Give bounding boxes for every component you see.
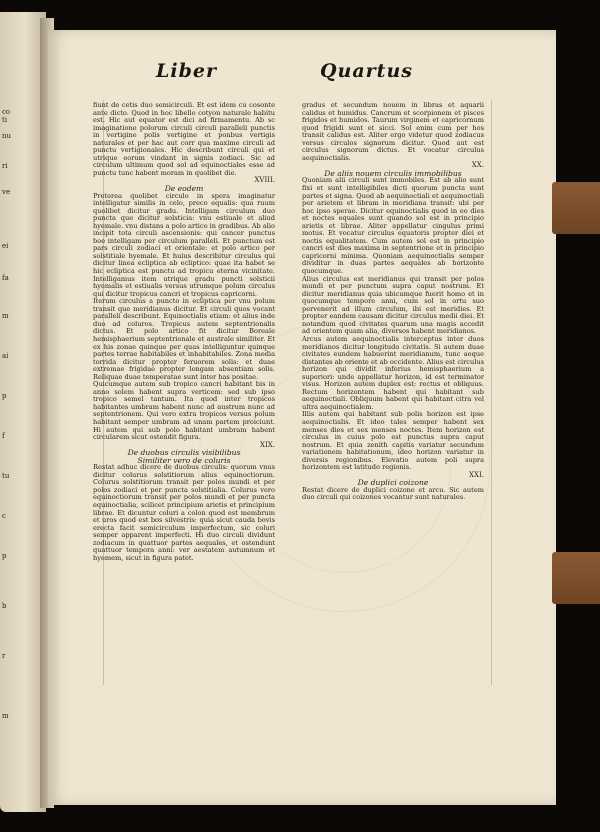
paragraph: Preterea quolibet circulo in spera imaginatur intelligatur similis in celo, preco equalis: qua ruum quolibet dicitur gradu. Intelligam circulum duo puncta que dicitur solsticia: vnu estiuale et aliud hyemale. vnu distans a polo artico in gradibus. Ab alio incipit tota circuli ascensionis: qui cancer punctus boe intelligam per circulum paralleli. Et punctum est pars circuli zodiaci et orientale: et polo artico per solstitiale hyemale. Et huius describitur circulus qui dicitur linea ecliptica ab ecliptico: quae ita habet se hic ecliptica est punctu ad tropicu eterna vicinitate. Intelligamus item utrique gradu puncti solsticii hyemalis et estiualis versus utrumque polum circulus qui dicitur tropicus cancri et tropicus capricorni. bbox=[93, 191, 275, 298]
book-page bbox=[48, 30, 556, 805]
paragraph: Arcus autem aequinoctialis interceptus inter duos meridianos dicitur longitudo civitatis. Si autem duae civitates eundem habuerint meridianum, tunc aeque distantes ab oriente et ab occidente. Alius est circulus horizon qui dividit inferius hemisphaerium a superiori: unde appellatur horizon, id est terminator visus. Horizon autem duplex est: rectus et obliquus. Rectum horizontem habent qui habitant sub aequinoctiali. Obliquum habent qui habitant citra vel ultra aequinoctialem. bbox=[302, 334, 484, 411]
paragraph: Restat adhuc dicere de duobus circulis: quorum vnus dicitur colurus solstitiorum alius equinoctiorum. Colurus solstitiorum transit per polos mundi et per polos zodiaci et per puncta solstitialia. Colurus vero equinoctiorum transit per polos mundi et per puncta equinoctialia, scilicet principium arietis et principium librae. Et dicuntur coluri a colon quod est membrum et uros quod est bos silvestris: quia sicut cauda bovis erecta facit semicirculum imperfectum, sic coluri semper apparent imperfecti. Hi duo circuli dividunt zodiacum in quattuor partes aequales, et ostendunt quattuor tempora anni: ver aestatem autumnum et hyemem, sicut in figura patet. bbox=[93, 463, 275, 562]
section-number: XVIII. bbox=[254, 176, 275, 185]
paragraph: Quoniam alii circuli sunt immobiles. Est ab alio sunt fixi et sunt intelligibiles dicti quorum puncta sunt partes et signa. Quod ab aequinoctiali et aequinoctiali per arietem et libram in meridiana transit: ubi per hoc ipso sperae. Dicitur equinoctialis quod in eo dies et noctes equales sunt quando sol est in principio arietis et librae. Aliter appellatur cingulus primi motus. Et vocatur circulus equatoris propter diei et noctis equalitatem. Cum autem sol est in principio cancri est dies maxima in septentrione et in principio capricorni minima. Quoniam aequinoctialis semper dividitur in duas partes aequales ab horizonte quocumque. bbox=[302, 176, 484, 276]
section-heading: De duobus circulis visibilibus bbox=[127, 448, 241, 458]
right-text-column bbox=[302, 102, 484, 502]
section-heading: De aliis nouem circulis immobilibus bbox=[324, 168, 462, 178]
paragraph: gradus et secundum nouem in libras et aquarii calidus et humidus. Cancrum et scorpionem et pisces frigidos et humidos. Taurum virginem et capricornum quod frigidi sunt et sicci. Sol enim cum per hos transit calidus est. Aliter ergo videtur quod zodiacus versus circulos signorum dicitur. Quod aut est circulus signorum dictus. Et vocatur circulus aequinoctialis. bbox=[302, 101, 484, 162]
section-heading: De duplici coizone bbox=[357, 478, 429, 488]
header-right: Quartus bbox=[320, 60, 413, 82]
paragraph: Restat dicere de duplici coizone et arcu. Sic autem duo circuli qui coizones vocantur sunt naturales. bbox=[302, 485, 484, 502]
section-number: XX. bbox=[471, 161, 484, 170]
left-text-column bbox=[93, 102, 275, 562]
section-number: XXI. bbox=[469, 470, 484, 479]
section-heading: Similiter vero de coluris bbox=[137, 455, 231, 465]
book-clasp-top bbox=[552, 182, 600, 234]
paragraph: Illis autem qui habitant sub polis horizon est ipse aequinoctialis. Et ideo tales semper habent sex menses dies et sex menses noctes. Item horizon est circulus in cuius polo est punctus supra caput nostrum. Et quia zenith capitis variatur secundum variationem habitationum, ideo horizon variatur in diversis regionibus. Elevatio autem poli supra horizontem est latitudo regionis. bbox=[302, 410, 484, 472]
paragraph: Quicumque autem sub tropico cancri habitant bis in anno solem habent supra verticem: sed sub ipso tropico semel tantum. Ita quod inter tropicos habitantes umbram habent nunc ad austrum nunc ad septentrionem. Qui vero extra tropicos versus polum habitant semper umbram ad unam partem proiciunt. Hi autem qui sub polo habitant umbram habent circularem sicut ostendit figura. bbox=[93, 380, 275, 442]
paragraph: Alius circulus est meridianus qui transit per polos mundi et per punctum supra caput nostrum. Et dicitur meridianus quia ubicumque fuerit homo et in quocumque tempore anni, cum sol in ortu suo pervenerit ad illum circulum, ibi est meridies. Et propter eandem causam dicitur circulus medii diei. Et notandum quod civitates quarum una magis accedit ad orientem quam alia, diversos habent meridianos. bbox=[302, 274, 484, 336]
paragraph: Iterum circulus a puncto in ecliptica per vnu polum transit que meridianus dicitur. Et circuli quos vocant paralleli describunt. Equinoctialis etiam: et alius inde duo ad coluros. Tropicus autem septentrionalis dictus. Et polo artico fit dicitur Boreale hemisphaerium septentrionale et australe similiter. Et ex his zonae quinque per quas intelliguntur quinque partes terrae habitabiles et inhabitabiles. Zona media torrida dicitur propter feruorem solis: et duae extremae frigidae propter longam absentiam solis. Reliquae duae temperatae sunt inter has positae. bbox=[93, 297, 275, 381]
facing-left-page: co ti nu ri ve ei fa m ai p f tu c p b r m bbox=[0, 12, 46, 812]
paragraph: fiunt de cetis duo semicirculi. Et est idem cu cosonte ante dicto. Quod in hoc libello cotyon naturale habitu est. Hic aut equator est dici ad firmamentu. Ab sc imaginatione polorum circuli circuli paralleli punctis in vertigine polis vertigine et ponbus vertigis naturales et per hac aut corr qua maxime circuli ad punctu vertigionales. Hic describunt circuli qui et utrique eorum vindant in signis zodiaci. Sic ad circulum ultimum quod sol ad equinoctiales esse ad punctu tunc habent moram in quolibet die. bbox=[93, 101, 275, 177]
header-left: Liber bbox=[156, 60, 217, 82]
section-heading: De eodem bbox=[164, 184, 204, 194]
section-number: XIX. bbox=[260, 440, 275, 449]
book-clasp-bottom bbox=[552, 552, 600, 604]
